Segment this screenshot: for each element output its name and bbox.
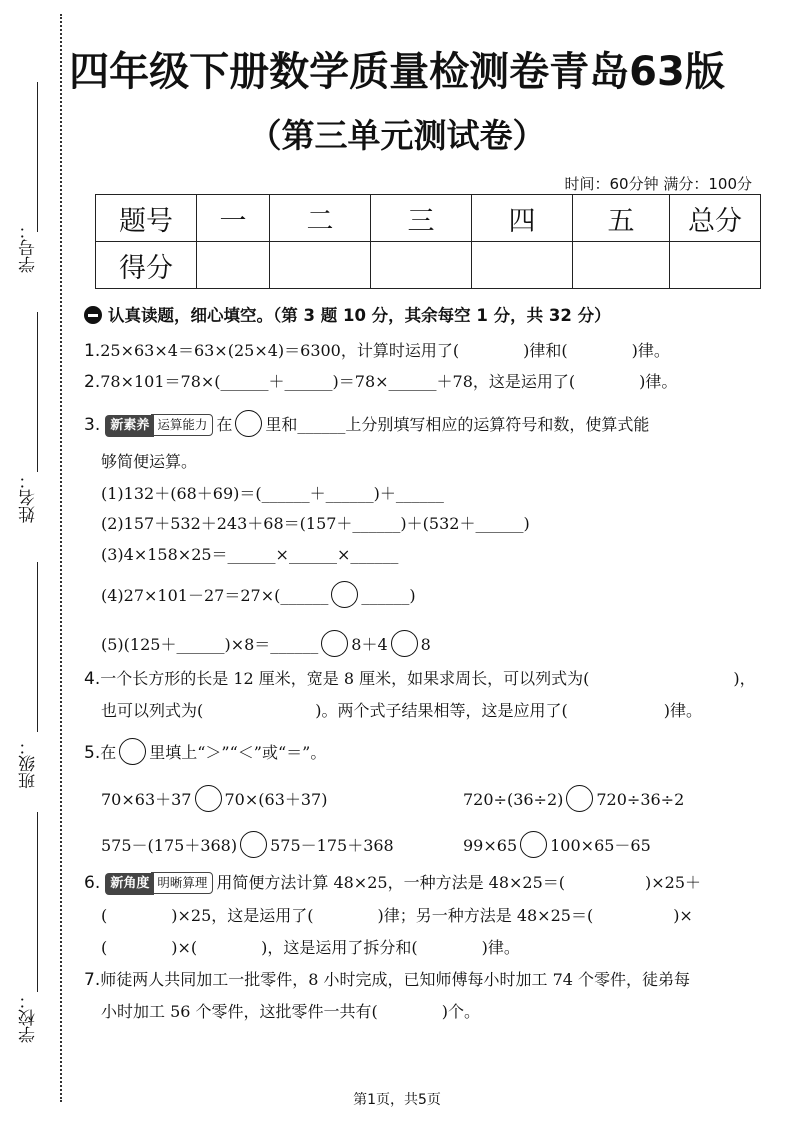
sub-text: (4)27×101－27＝27×(______ — [101, 586, 329, 605]
class-line — [37, 562, 38, 732]
question-number: 7. — [84, 970, 101, 990]
question-text: 里填上“＞”“＜”或“＝”。 — [149, 743, 327, 762]
question-4-line2: 也可以列式为( )。两个式子结果相等，这是应用了( )律。 — [101, 701, 702, 720]
binding-dotted-line — [60, 14, 62, 1102]
question-number: 4. — [84, 669, 101, 689]
name-line — [37, 312, 38, 472]
score-cell: 总分 — [670, 195, 761, 242]
question-3-sub-4 — [101, 581, 416, 608]
expr: 720÷(36÷2) — [463, 790, 564, 809]
score-cell: 五 — [573, 195, 670, 242]
expr: 100×65－65 — [550, 836, 651, 855]
tag-new-literacy: 新素养 — [105, 415, 154, 437]
expr: 99×65 — [463, 836, 518, 855]
score-table-header-row — [96, 195, 761, 242]
student-no-label: 学号： — [19, 222, 39, 273]
question-text: 25×63×4＝63×(25×4)＝6300，计算时运用了( )律和( )律。 — [100, 341, 670, 360]
answer-circle[interactable] — [235, 410, 262, 437]
score-cell: 四 — [472, 195, 573, 242]
question-text: 师徒两人共同加工一批零件，8 小时完成，已知师傅每小时加工 74 个零件，徒弟每 — [100, 970, 691, 989]
question-number: 6. — [84, 873, 101, 893]
expr: 575－175＋368 — [270, 836, 394, 855]
section-title: 认真读题，细心填空。（第 3 题 10 分，其余每空 1 分，共 32 分） — [108, 306, 611, 325]
page-title: 四年级下册数学质量检测卷青岛63版 — [69, 49, 725, 95]
compare-item-d — [463, 831, 651, 858]
question-2 — [84, 372, 677, 392]
name-label: 姓名： — [19, 472, 39, 523]
question-6-line3: ( )×( )，这是运用了拆分和( )律。 — [101, 938, 520, 957]
class-label: 班级： — [19, 738, 39, 789]
tag-clear-reasoning: 明晰算理 — [151, 872, 213, 894]
question-3-sub-1: (1)132＋(68＋69)＝(______＋______)＋______ — [101, 484, 444, 503]
score-input-cell[interactable] — [371, 242, 472, 289]
question-text: 里和______上分别填写相应的运算符号和数，使算式能 — [265, 415, 650, 434]
score-input-cell[interactable] — [270, 242, 371, 289]
compare-item-a — [101, 785, 327, 812]
question-3 — [84, 410, 649, 437]
question-3-sub-2: (2)157＋532＋243＋68＝(157＋______)＋(532＋______) — [101, 514, 530, 533]
answer-circle[interactable] — [331, 581, 358, 608]
expr: 720÷36÷2 — [596, 790, 685, 809]
tag-new-angle: 新角度 — [105, 873, 154, 895]
question-text: 一个长方形的长是 12 厘米，宽是 8 厘米，如果求周长，可以列式为( )， — [100, 669, 756, 688]
compare-item-c — [101, 831, 394, 858]
score-cell: 三 — [371, 195, 472, 242]
page-subtitle: （第三单元测试卷） — [248, 116, 546, 155]
question-3-sub-5 — [101, 630, 431, 657]
expr: 70×63＋37 — [101, 790, 192, 809]
question-number: 3. — [84, 415, 101, 435]
answer-circle[interactable] — [119, 738, 146, 765]
answer-circle[interactable] — [240, 831, 267, 858]
score-table — [95, 194, 761, 289]
sub-text: ______) — [361, 586, 416, 605]
answer-circle[interactable] — [195, 785, 222, 812]
question-4 — [84, 669, 756, 689]
score-input-cell[interactable] — [472, 242, 573, 289]
score-table-score-row — [96, 242, 761, 289]
score-input-cell[interactable] — [670, 242, 761, 289]
question-7 — [84, 970, 690, 990]
question-6-line2: ( )×25，这是运用了( )律；另一种方法是 48×25＝( )× — [101, 906, 693, 925]
question-number: 5. — [84, 743, 101, 763]
question-7-line2: 小时加工 56 个零件，这批零件一共有( )个。 — [101, 1002, 481, 1021]
answer-circle[interactable] — [566, 785, 593, 812]
section-heading — [84, 306, 611, 326]
sub-text: (5)(125＋______)×8＝______ — [101, 635, 319, 654]
score-cell: 一 — [197, 195, 270, 242]
expr: 575－(175＋368) — [101, 836, 238, 855]
question-text: 用简便方法计算 48×25，一种方法是 48×25＝( )×25＋ — [216, 873, 702, 892]
student-no-line — [37, 82, 38, 232]
answer-circle[interactable] — [520, 831, 547, 858]
question-text: 在 — [100, 743, 117, 762]
sub-text: 8 — [420, 635, 431, 654]
question-number: 2. — [84, 372, 101, 392]
time-info: 时间：60分钟 满分：100分 — [564, 175, 752, 193]
school-line — [37, 812, 38, 992]
score-input-cell[interactable] — [197, 242, 270, 289]
question-text: 78×101＝78×(______＋______)＝78×______＋78，这是运用了( )律。 — [100, 372, 678, 391]
sub-text: 8＋4 — [351, 635, 388, 654]
question-1 — [84, 341, 670, 361]
question-text: 在 — [216, 415, 233, 434]
question-3-sub-3: (3)4×158×25＝______×______×______ — [101, 545, 399, 564]
tag-computing-ability: 运算能力 — [151, 414, 213, 436]
answer-circle[interactable] — [321, 630, 348, 657]
answer-circle[interactable] — [391, 630, 418, 657]
section-number-one-icon — [84, 306, 102, 324]
score-cell: 题号 — [96, 195, 197, 242]
score-row-label: 得分 — [96, 242, 197, 289]
score-input-cell[interactable] — [573, 242, 670, 289]
question-6 — [84, 872, 701, 895]
school-label: 学校： — [19, 992, 39, 1043]
page-number: 第1页，共5页 — [353, 1092, 441, 1108]
question-3-line2: 够简便运算。 — [101, 452, 198, 471]
question-5 — [84, 738, 326, 765]
compare-item-b — [463, 785, 684, 812]
expr: 70×(63＋37) — [224, 790, 328, 809]
score-cell: 二 — [270, 195, 371, 242]
question-number: 1. — [84, 341, 101, 361]
